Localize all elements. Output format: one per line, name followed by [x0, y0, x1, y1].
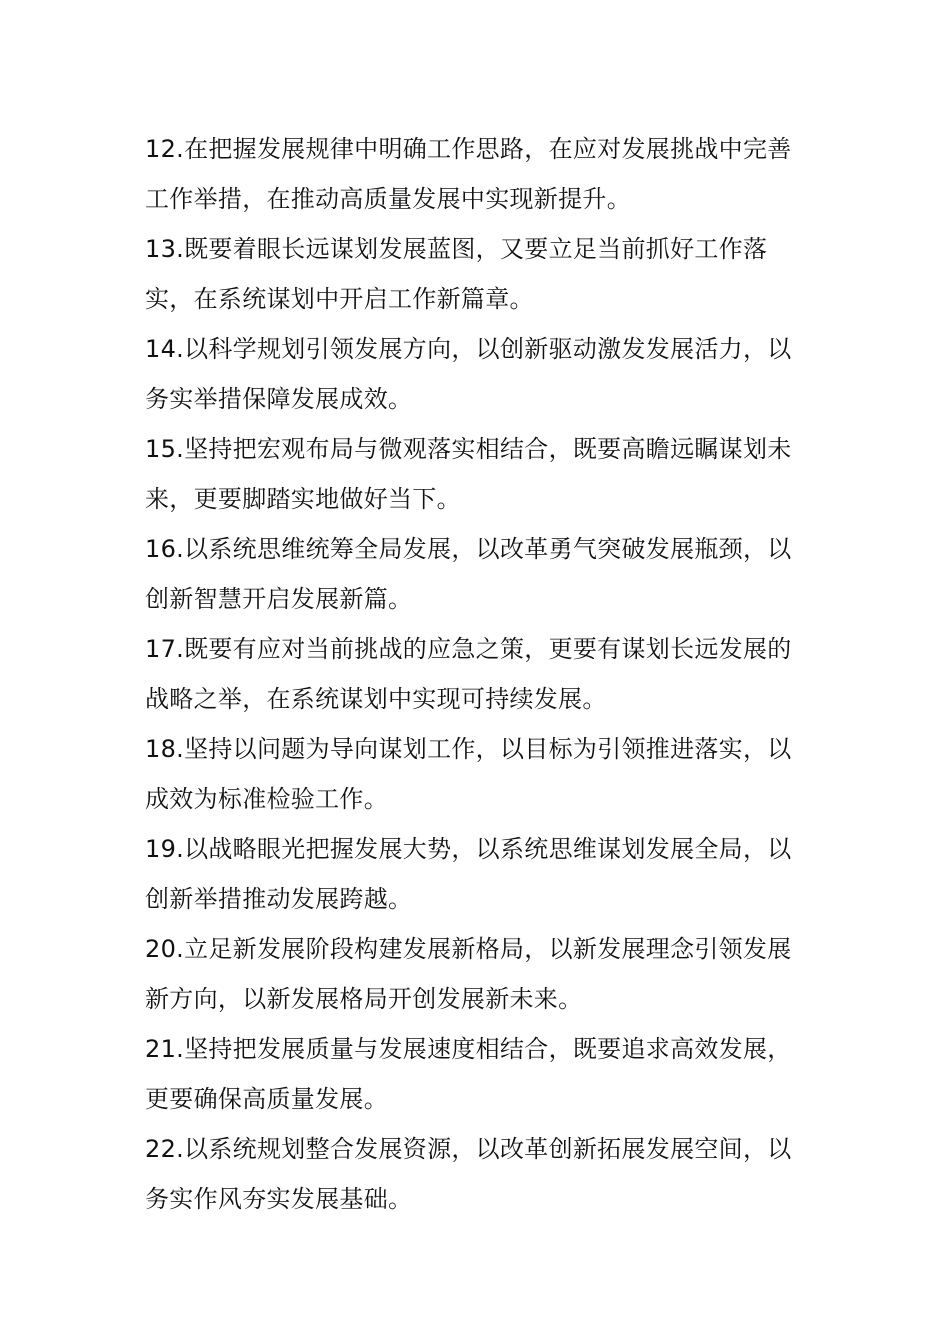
list-item-18: 18.坚持以问题为导向谋划工作，以目标为引领推进落实，以成效为标准检验工作。	[145, 735, 792, 813]
list-item-17: 17.既要有应对当前挑战的应急之策，更要有谋划长远发展的战略之举，在系统谋划中实现可持续发展。	[145, 635, 792, 713]
list-item-12: 12.在把握发展规律中明确工作思路，在应对发展挑战中完善工作举措，在推动高质量发展中实现新提升。	[145, 135, 792, 213]
document-body	[145, 124, 810, 1224]
list-item-15: 15.坚持把宏观布局与微观落实相结合，既要高瞻远瞩谋划未来，更要脚踏实地做好当下。	[145, 435, 792, 513]
list-item-21: 21.坚持把发展质量与发展速度相结合，既要追求高效发展，更要确保高质量发展。	[145, 1035, 792, 1113]
list-item-20: 20.立足新发展阶段构建发展新格局，以新发展理念引领发展新方向，以新发展格局开创发展新未来。	[145, 935, 792, 1013]
list-item-16: 16.以系统思维统筹全局发展，以改革勇气突破发展瓶颈，以创新智慧开启发展新篇。	[145, 535, 792, 613]
list-item-19: 19.以战略眼光把握发展大势，以系统思维谋划发展全局，以创新举措推动发展跨越。	[145, 835, 792, 913]
list-item-22: 22.以系统规划整合发展资源，以改革创新拓展发展空间，以务实作风夯实发展基础。	[145, 1135, 792, 1213]
list-item-14: 14.以科学规划引领发展方向，以创新驱动激发发展活力，以务实举措保障发展成效。	[145, 335, 792, 413]
list-item-13: 13.既要着眼长远谋划发展蓝图，又要立足当前抓好工作落实，在系统谋划中开启工作新篇章。	[145, 235, 768, 313]
